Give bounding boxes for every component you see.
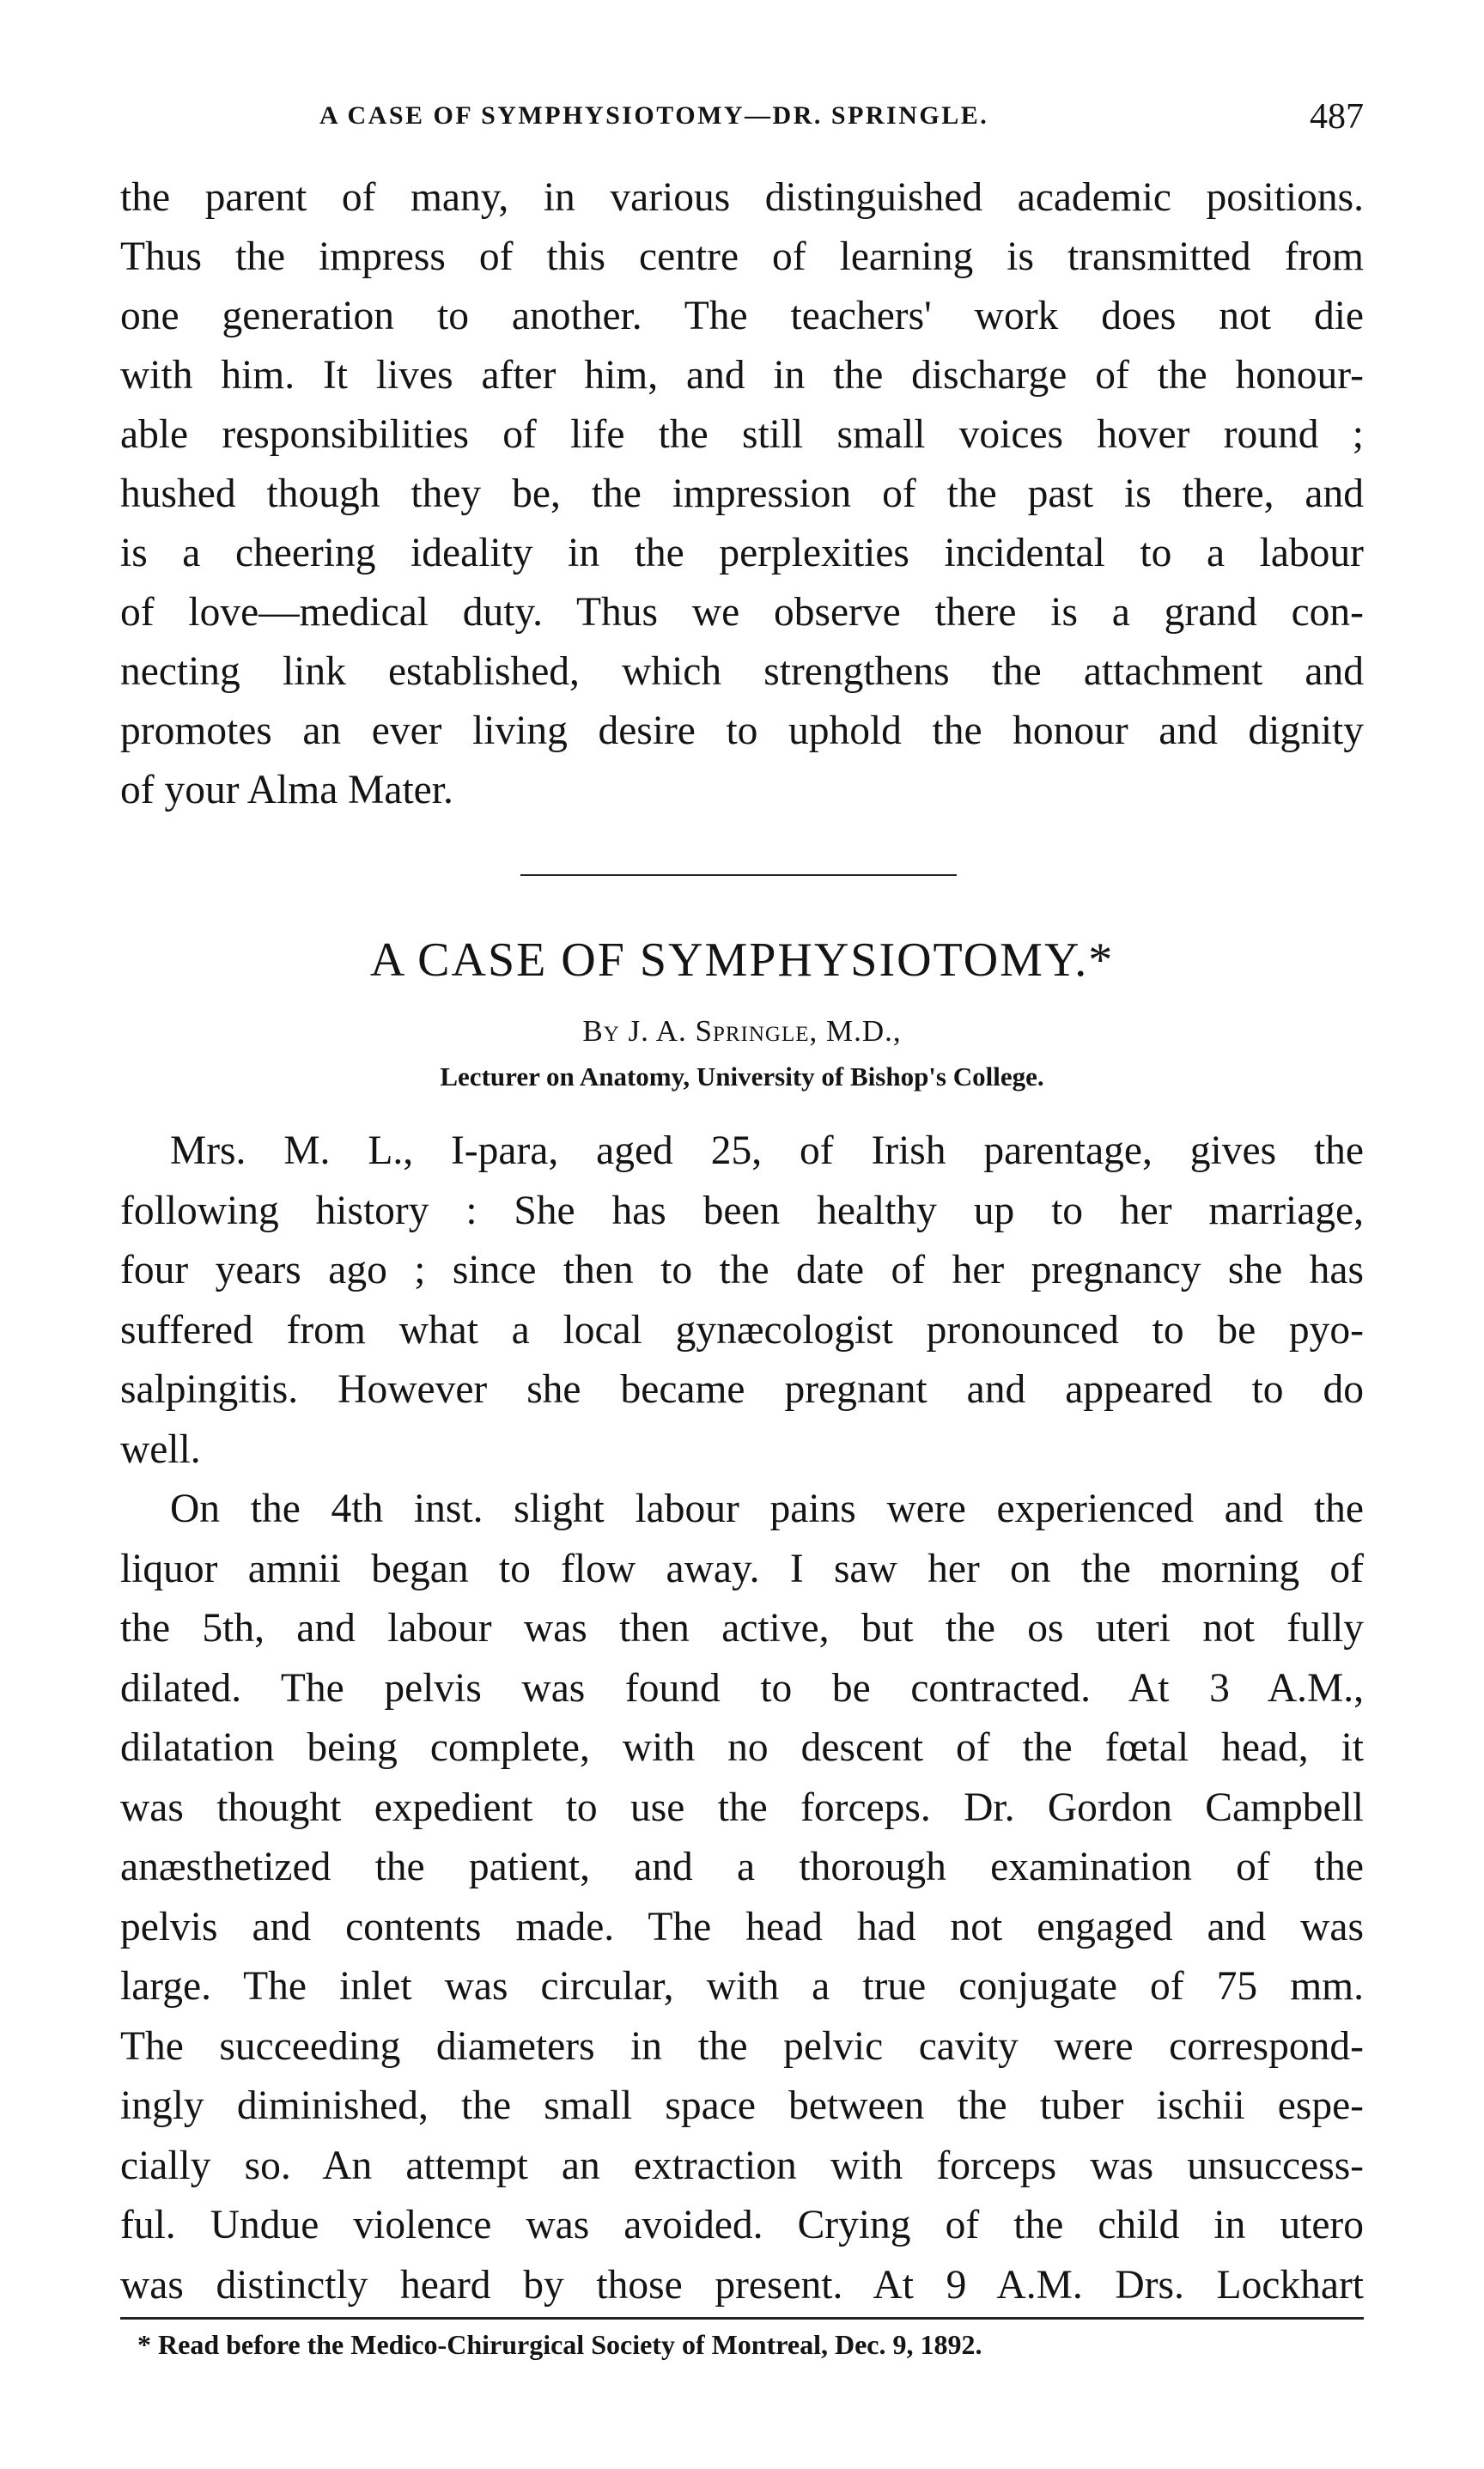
footnote-rule [120, 2317, 1364, 2320]
page-number: 487 [1310, 97, 1364, 137]
text-line: with him. It lives after him, and in the discharge of the honour- [120, 353, 1364, 398]
text-line: four years ago ; since then to the date of her pregnancy she has [120, 1248, 1364, 1292]
text-line: able responsibilities of life the still small voices hover round ; [120, 412, 1364, 457]
text-line: of your Alma Mater. [120, 768, 453, 812]
text-line: The succeeding diameters in the pelvic cavity were correspond- [120, 2023, 1364, 2069]
text-line: ful. Undue violence was avoided. Crying of the child in utero [120, 2203, 1364, 2247]
footnote: * Read before the Medico-Chirurgical Society of Montreal, Dec. 9, 1892. [137, 2329, 982, 2360]
text-line: well. [120, 1426, 201, 1472]
text-line: Mrs. M. L., I-para, aged 25, of Irish parentage, gives the [170, 1128, 1364, 1173]
text-line: the parent of many, in various distinguished academic positions. [120, 175, 1364, 220]
text-line: liquor amnii began to flow away. I saw her on the morning of [120, 1546, 1364, 1591]
text-line: of love—medical duty. Thus we observe there is a grand con- [120, 590, 1364, 635]
author-affiliation: Lecturer on Anatomy, University of Bishop's College. [440, 1061, 1044, 1092]
text-line: On the 4th inst. slight labour pains were experienced and the [170, 1487, 1364, 1531]
text-line: large. The inlet was circular, with a true conjugate of 75 mm. [120, 1964, 1364, 2009]
intro-paragraph [120, 168, 1364, 820]
article-title: A CASE OF SYMPHYSIOTOMY.* [369, 933, 1115, 987]
text-line: is a cheering ideality in the perplexities incidental to a labour [120, 531, 1364, 575]
text-line: following history : She has been healthy up to her marriage, [120, 1188, 1364, 1233]
article-body [120, 1122, 1364, 2315]
running-title: A CASE OF SYMPHYSIOTOMY—DR. SPRINGLE. [319, 101, 989, 130]
text-line: promotes an ever living desire to uphold the honour and dignity [120, 708, 1364, 753]
text-line: hushed though they be, the impression of the past is there, and [120, 471, 1364, 516]
text-line: was thought expedient to use the forceps. Dr. Gordon Campbell [120, 1785, 1364, 1830]
text-line: pelvis and contents made. The head had not engaged and was [120, 1904, 1364, 1949]
text-line: Thus the impress of this centre of learning is transmitted from [120, 234, 1364, 279]
author-byline: By J. A. Springle, M.D., [582, 1014, 902, 1048]
text-line: necting link established, which strengthens the attachment and [120, 649, 1364, 694]
section-divider [520, 874, 957, 876]
text-line: dilated. The pelvis was found to be contracted. At 3 A.M., [120, 1665, 1364, 1711]
text-line: one generation to another. The teachers' work does not die [120, 294, 1364, 338]
text-line: cially so. An attempt an extraction with forceps was unsuccess- [120, 2143, 1364, 2188]
text-line: salpingitis. However she became pregnant and appeared to do [120, 1367, 1364, 1412]
text-line: anæsthetized the patient, and a thorough examination of the [120, 1845, 1364, 1889]
page-header [120, 96, 1364, 141]
text-line: ingly diminished, the small space between the tuber ischii espe- [120, 2083, 1364, 2128]
text-line: the 5th, and labour was then active, but the os uteri not fully [120, 1606, 1364, 1651]
text-line: dilatation being complete, with no descent of the fœtal head, it [120, 1725, 1364, 1770]
text-line: was distinctly heard by those present. At 9 A.M. Drs. Lockhart [120, 2262, 1364, 2308]
text-line: suffered from what a local gynæcologist pronounced to be pyo- [120, 1307, 1364, 1353]
